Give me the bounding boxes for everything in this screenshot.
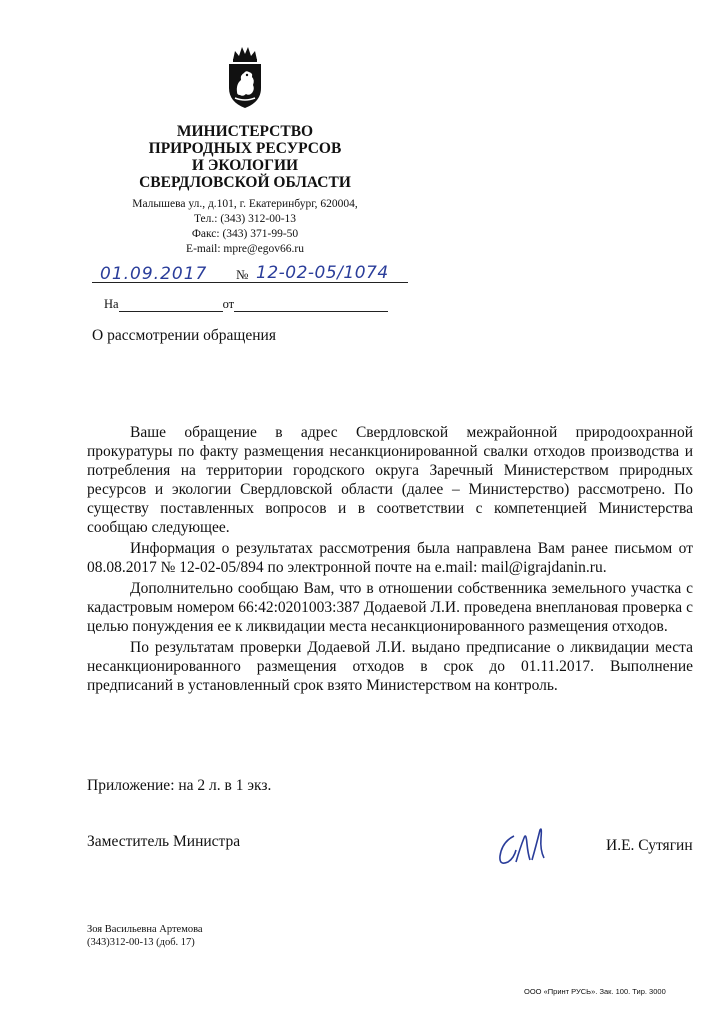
reference-number-blank (119, 299, 223, 312)
ministry-name (110, 123, 380, 191)
reference-row (104, 297, 388, 312)
ministry-line: МИНИСТЕРСТВО (176, 123, 314, 140)
body-paragraph: Информация о результатах рассмотрения была направлена Вам ранее письмом от 08.08.2017 № 12-02-05/894 по электронной почте на e.mail: mail@igrajdanin.ru. (87, 540, 693, 576)
letter-body (87, 423, 693, 697)
executor-info (87, 923, 203, 949)
attachment-note: Приложение: на 2 л. в 1 экз. (87, 777, 272, 794)
signer-name: И.Е. Сутягин (606, 837, 693, 854)
body-paragraph: Дополнительно сообщаю Вам, что в отношении собственника земельного участка с кадастровым номером 66:42:0201003:387 Додаевой Л.И. проведена внеплановая проверка с целью понуждения ее к ликвидации места несанкционированного размещения отходов. (87, 580, 693, 635)
reference-date-blank (234, 299, 388, 312)
executor-phone: (343)312-00-13 (доб. 17) (87, 937, 195, 948)
fax: Факс: (343) 371-99-50 (191, 228, 299, 240)
body-paragraph: По результатам проверки Додаевой Л.И. выдано предписание о ликвидации места несанкционированного размещения отходов в срок до 01.11.2017. Выполнение предписаний в установленный срок взято Министерством на контроль. (87, 639, 693, 694)
ministry-line: СВЕРДЛОВСКОЙ ОБЛАСТИ (139, 174, 351, 191)
printer-footer: ООО «Принт РУСЬ». Зак. 100. Тир. 3000 (524, 987, 666, 996)
executor-name: Зоя Васильевна Артемова (87, 924, 203, 935)
phone: Тел.: (343) 312-00-13 (193, 213, 297, 225)
address: Малышева ул., д.101, г. Екатеринбург, 620004, (132, 198, 358, 210)
ministry-line: И ЭКОЛОГИИ (191, 157, 299, 174)
registration-number: 12-02-05/1074 (256, 263, 389, 283)
email: E-mail: mpre@egov66.ru (186, 243, 304, 255)
coat-of-arms-icon (224, 44, 266, 110)
registration-number-label: № (236, 267, 249, 282)
handwritten-signature (494, 822, 554, 872)
reference-from-label: от (222, 297, 235, 311)
ministry-line: ПРИРОДНЫХ РЕСУРСОВ (148, 140, 342, 157)
signer-title: Заместитель Министра (87, 833, 241, 850)
letter-subject: О рассмотрении обращения (92, 327, 276, 344)
body-paragraph: Ваше обращение в адрес Свердловской межрайонной природоохранной прокуратуры по факту размещения несанкционированной свалки отходов производства и потребления на территории городского округа Заречный Министерством природных ресурсов и экологии Свердловской области (далее – Министерство) рассмотрено. По существу поставленных вопросов и в соответствии с компетенцией Министерства сообщаю следующее. (87, 424, 693, 536)
ministry-contacts (110, 197, 380, 257)
reference-label: На (104, 297, 119, 311)
registration-date: 01.09.2017 (100, 264, 208, 284)
